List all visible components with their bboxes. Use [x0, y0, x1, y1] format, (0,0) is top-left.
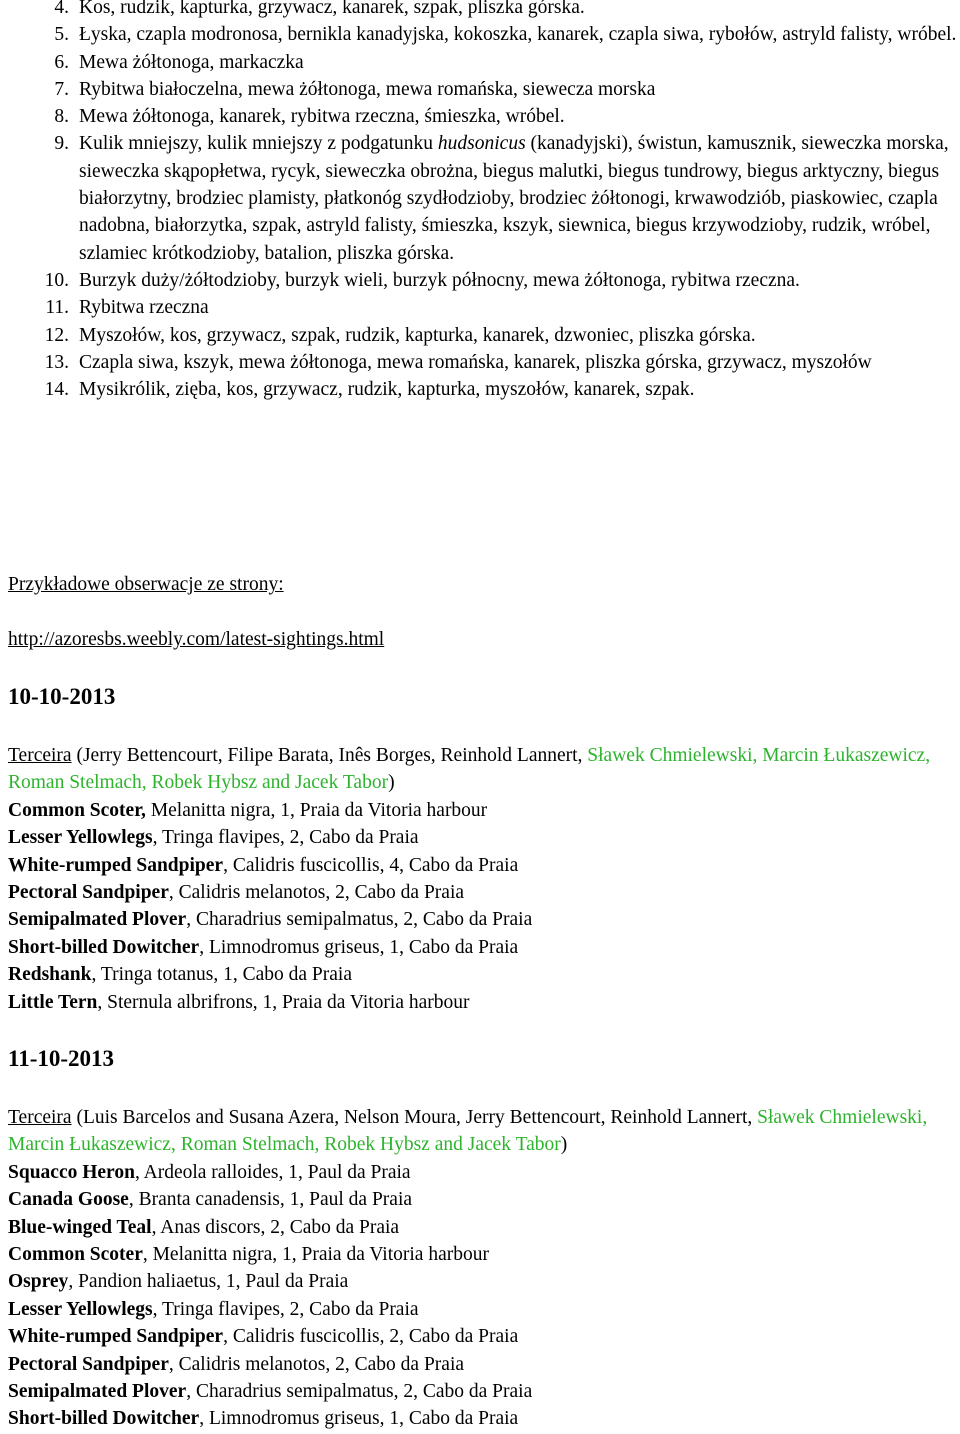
sighting-row: Pectoral Sandpiper, Calidris melanotos, 2, Cabo da Praia: [8, 1353, 465, 1375]
sighting-row: Lesser Yellowlegs, Tringa flavipes, 2, Cabo da Praia: [8, 1298, 419, 1320]
list-item: 14. Mysikrólik, zięba, kos, grzywacz, rudzik, kapturka, myszołów, kanarek, szpak.: [44, 379, 695, 401]
species-list: [8, 0, 960, 403]
list-item: 13. Czapla siwa, kszyk, mewa żółtonoga, mewa romańska, kanarek, pliszka górska, grzywacz, myszołów: [44, 351, 872, 373]
source-link[interactable]: http://azoresbs.weebly.com/latest-sightings.html: [8, 629, 385, 650]
sighting-row: Blue-winged Teal, Anas discors, 2, Cabo da Praia: [8, 1216, 400, 1238]
island-name: Terceira: [8, 745, 72, 766]
island-name: Terceira: [8, 1107, 72, 1128]
observation-block: [8, 742, 960, 1016]
sighting-row: Common Scoter, Melanitta nigra, 1, Praia da Vitoria harbour: [8, 1244, 489, 1266]
list-item: 4. Kos, rudzik, kapturka, grzywacz, kanarek, szpak, pliszka górska.: [54, 0, 585, 18]
observers-green: Sławek Chmielewski, Marcin Łukaszewicz, Roman Stelmach, Robek Hybsz and Jacek Tabor: [8, 745, 931, 794]
list-item: 12. Myszołów, kos, grzywacz, szpak, rudzik, kapturka, kanarek, dzwoniec, pliszka górska.: [44, 324, 756, 346]
sighting-row: Common Scoter, Melanitta nigra, 1, Praia da Vitoria harbour: [8, 799, 488, 821]
list-item: 6. Mewa żółtonoga, markaczka: [54, 51, 304, 73]
list-item: 10. Burzyk duży/żółtodzioby, burzyk wieli, burzyk północny, mewa żółtonoga, rybitwa rzeczna.: [44, 269, 800, 291]
sighting-row: Little Tern, Sternula albrifrons, 1, Praia da Vitoria harbour: [8, 991, 470, 1013]
sighting-row: Redshank, Tringa totanus, 1, Cabo da Praia: [8, 964, 352, 986]
sighting-row: Semipalmated Plover, Charadrius semipalmatus, 2, Cabo da Praia: [8, 1381, 533, 1403]
date-heading: 11-10-2013: [8, 1046, 115, 1071]
sighting-row: Pectoral Sandpiper, Calidris melanotos, 2, Cabo da Praia: [8, 882, 465, 904]
date-heading: 10-10-2013: [8, 684, 116, 709]
sighting-row: Canada Goose, Branta canadensis, 1, Paul da Praia: [8, 1189, 413, 1211]
sighting-row: White-rumped Sandpiper, Calidris fuscicollis, 2, Cabo da Praia: [8, 1326, 519, 1348]
list-item: 11. Rybitwa rzeczna: [45, 297, 209, 319]
sighting-row: Squacco Heron, Ardeola ralloides, 1, Paul da Praia: [8, 1161, 411, 1183]
list-item: 5. Łyska, czapla modronosa, bernikla kanadyjska, kokoszka, kanarek, czapla siwa, rybołów, astryld falisty, wróbel.: [54, 24, 957, 46]
observers-line: Terceira (Jerry Bettencourt, Filipe Barata, Inês Borges, Reinhold Lannert, Sławek Chmielewski, Marcin Łukaszewicz, Roman Stelmach, Robek Hybsz and Jacek Tabor): [8, 745, 931, 794]
sighting-row: Semipalmated Plover, Charadrius semipalmatus, 2, Cabo da Praia: [8, 909, 533, 931]
sighting-row: Short-billed Dowitcher, Limnodromus griseus, 1, Cabo da Praia: [8, 1408, 519, 1430]
intro-text: Przykładowe obserwacje ze strony:: [8, 574, 284, 595]
subspecies-name: hudsonicus: [437, 133, 526, 155]
list-item: 7. Rybitwa białoczelna, mewa żółtonoga, mewa romańska, siewecza morska: [54, 78, 656, 100]
observers-line: Terceira (Luis Barcelos and Susana Azera, Nelson Moura, Jerry Bettencourt, Reinhold Lannert, Sławek Chmielewski, Marcin Łukaszewicz, Roman Stelmach, Robek Hybsz and Jacek Tabor): [8, 1107, 928, 1156]
sighting-row: White-rumped Sandpiper, Calidris fuscicollis, 4, Cabo da Praia: [8, 854, 519, 876]
sighting-row: Short-billed Dowitcher, Limnodromus griseus, 1, Cabo da Praia: [8, 936, 519, 958]
observers-green: Sławek Chmielewski, Marcin Łukaszewicz, Roman Stelmach, Robek Hybsz and Jacek Tabor: [8, 1107, 928, 1156]
observation-block: [8, 1104, 960, 1433]
sighting-row: Osprey, Pandion haliaetus, 1, Paul da Praia: [8, 1271, 349, 1293]
list-item: 9. Kulik mniejszy, kulik mniejszy z podgatunku hudsonicus (kanadyjski), świstun, kamusznik, sieweczka morska, sieweczka skąpopłetwa, rycyk, sieweczka obrożna, biegus malutki, biegus tundrowy, biegus arktyczny, biegus białorzytny, brodziec plamisty, płatkonóg szydłodzioby, brodziec żółtonogi, krwawodziób, piaskowiec, czapla nadobna, białorzytka, szpak, astryld falisty, śmieszka, kszyk, siewnica, biegus krzywodzioby, rudzik, wróbel, szlamiec krótkodzioby, batalion, pliszka górska.: [54, 133, 949, 264]
sighting-row: Lesser Yellowlegs, Tringa flavipes, 2, Cabo da Praia: [8, 827, 419, 849]
list-item: 8. Mewa żółtonoga, kanarek, rybitwa rzeczna, śmieszka, wróbel.: [54, 106, 565, 128]
